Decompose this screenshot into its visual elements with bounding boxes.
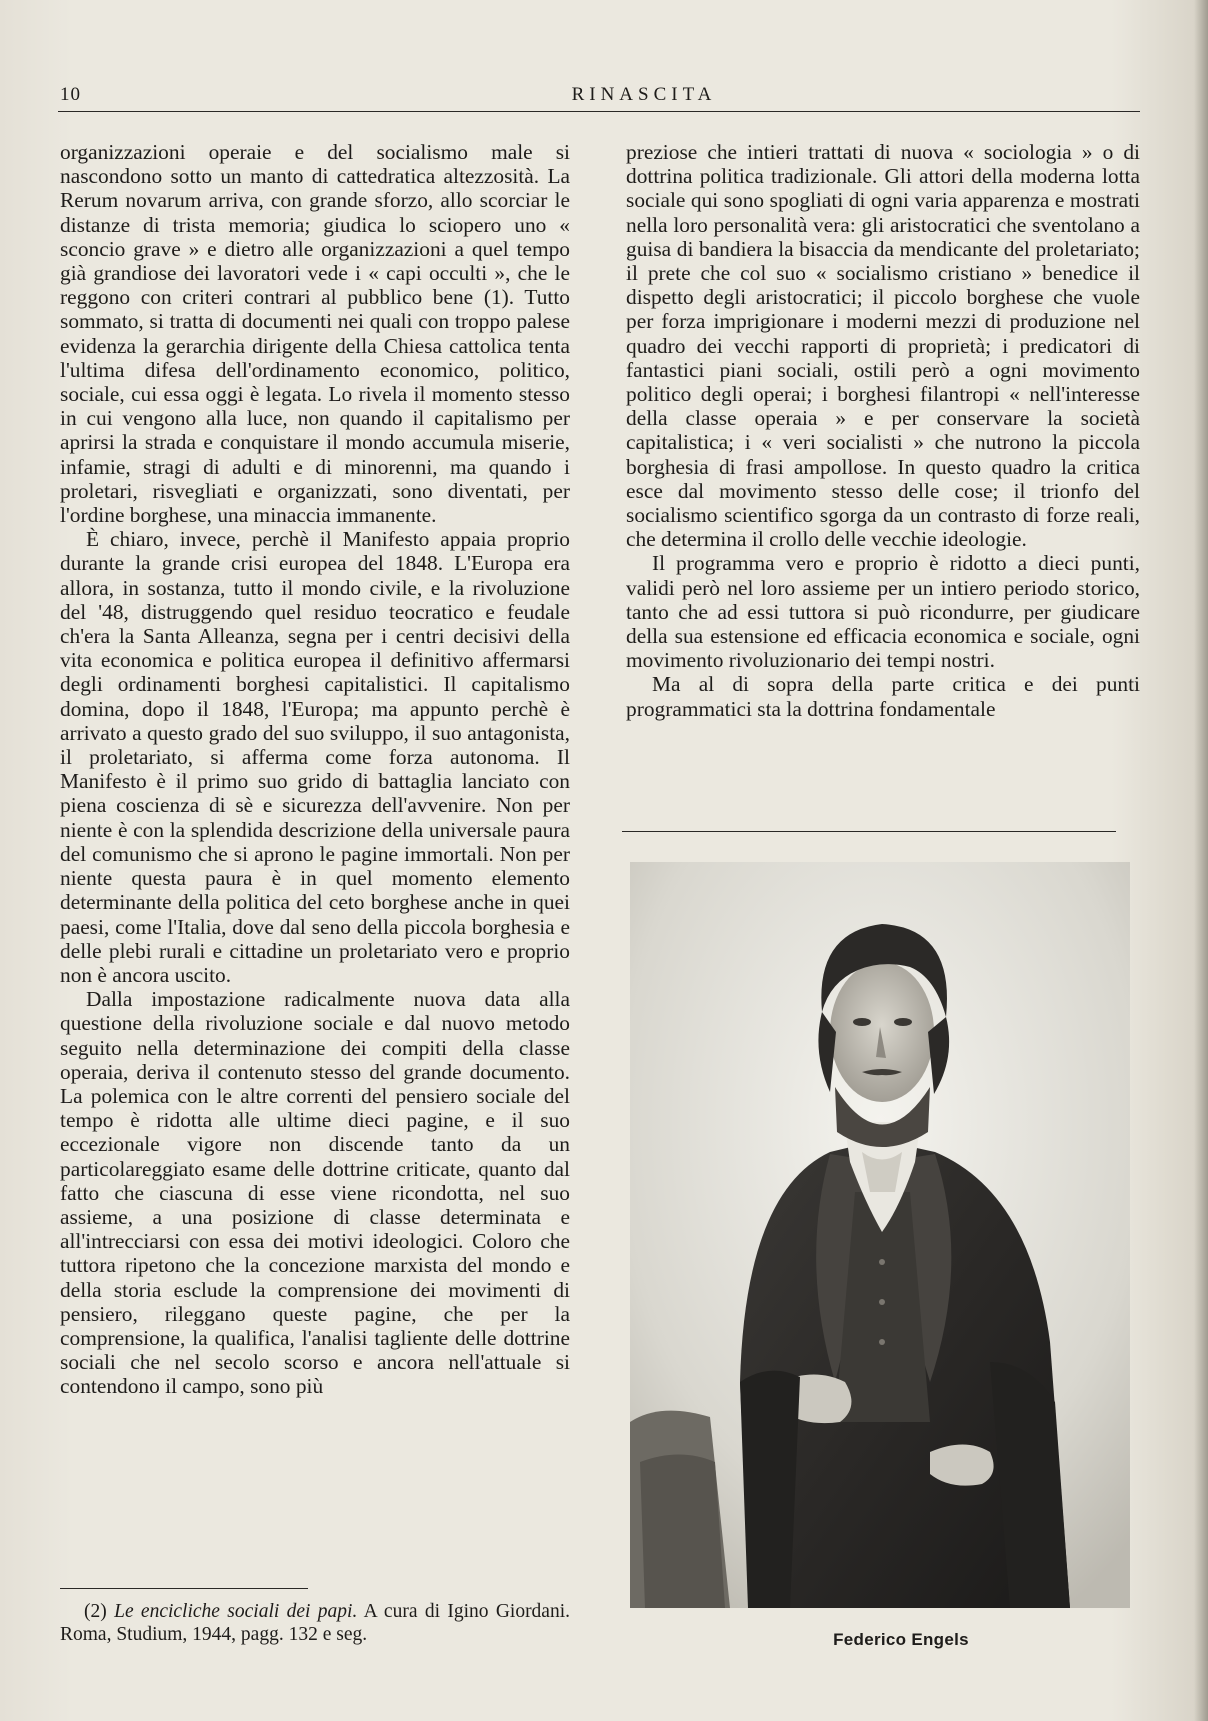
right-paragraph-2: Il programma vero e proprio è ridotto a dieci punti, validi però nel loro assieme per un intiero periodo storico, tanto che ad essi tuttora si può ricondurre, per giudicare della sua estensione ed efficacia economica e sociale, ogni movimento rivoluzionario dei tempi nostri. <box>626 551 1140 673</box>
header-rule <box>58 111 1140 112</box>
figure-rule <box>622 831 1116 832</box>
portrait-illustration <box>630 862 1130 1608</box>
footnote-rule <box>60 1588 308 1589</box>
left-paragraph-2: È chiaro, invece, perchè il Manifesto appaia proprio durante la grande crisi europea del 1848. L'Europa era allora, in sostanza, tutto il mondo civile, e la rivoluzione del '48, distruggendo quel residuo teocratico e feudale ch'era la Santa Alleanza, segna per i centri decisivi della vita economica e politica europea il definitivo affermarsi degli ordinamenti borghesi capitalistici. Il capitalismo domina, dopo il 1848, l'Europa; ma appunto perchè è arrivato a questo grado del suo sviluppo, il suo antagonista, il proletariato, si afferma come forza autonoma. Il Manifesto è il primo suo grido di battaglia lanciato con piena coscienza di sè e sicurezza dell'avvenire. Non per niente è con la splendida descrizione della universale paura del comunismo che si aprono le pagine immortali. Non per niente questa paura è in quel momento elemento determinante della politica del ceto borghese anche in quei paesi, come l'Italia, dove dal seno della piccola borghesia e delle plebi rurali e cittadine un proletariato vero e proprio non è ancora uscito. <box>60 527 570 987</box>
footnote-text: A cura di Igino Giordani. Roma, Studium, 1944, pagg. 132 e seg. <box>60 1601 571 1645</box>
page-number: 10 <box>60 84 81 105</box>
page-spine-shadow <box>1194 0 1208 1721</box>
left-column <box>60 140 570 1399</box>
page-header <box>58 84 1140 114</box>
right-column <box>626 140 1140 721</box>
running-title: RINASCITA <box>571 84 717 105</box>
left-paragraph-1: organizzazioni operaie e del socialismo male si nascondono sotto un manto di cattedratica altezzosità. La Rerum novarum arriva, con grande sforzo, allo scorciar le distanze di trista memoria; giudica lo sciopero uno « sconcio grave » e dietro alle organizzazioni a quel tempo già grandiose dei lavoratori vede i « capi occulti », che le reggono con criteri contrari al pubblico bene (1). Tutto sommato, si tratta di documenti nei quali con troppo palese evidenza la gerarchia dirigente della Chiesa cattolica tenta l'ultima difesa dell'ordinamento economico, politico, sociale, cui essa oggi è legata. Lo rivela il momento stesso in cui vengono alla luce, non quando il capitalismo per aprirsi la strada e conquistare il mondo accumula miserie, infamie, stragi di adulti e di minorenni, ma quando i proletari, risvegliati e organizzati, sono diventati, per l'ordine borghese, una minaccia immanente. <box>60 140 570 528</box>
footnote-marker: (2) <box>84 1601 107 1622</box>
right-paragraph-1: preziose che intieri trattati di nuova « sociologia » o di dottrina politica tradizionale. Gli attori della moderna lotta sociale qui sono spogliati di ogni varia apparenza e mostrati nella loro personalità vera: gli aristocratici che sventolano a guisa di bandiera la bisaccia da mendicante del proletariato; il prete che col suo « socialismo cristiano » benedice il dispetto degli aristocratici; il piccolo borghese che vuole per forza imprigionare i moderni mezzi di produzione nel quadro dei vecchi rapporti di proprietà; i predicatori di fantastici piani sociali, ostili però a ogni movimento politico degli operai; i borghesi filantropi « nell'interesse della classe operaia » e per conservare la società capitalistica; i « veri socialisti » che nutrono la piccola borghesia di frasi ampollose. In questo quadro la critica esce dal movimento stesso delle cose; il trionfo del socialismo scientifico sgorga da un contrasto di forze reali, che determina il crollo delle vecchie ideologie. <box>626 140 1140 552</box>
left-paragraph-3: Dalla impostazione radicalmente nuova data alla questione della rivoluzione sociale e dal nuovo metodo seguito nella determinazione dei compiti della classe operaia, deriva il contenuto stesso del grande documento. La polemica con le altre correnti del pensiero sociale del tempo è ridotta alle ultime dieci pagine, e il suo eccezionale vigore non discende tanto da un particolareggiato esame delle dottrine criticate, quanto dal fatto che ciascuna di esse viene ricondotta, nel suo assieme, a una posizione di classe determinata e all'intrecciarsi con essa dei motivi ideologici. Coloro che tuttora ripetono che la concezione marxista del mondo e della storia esclude la comprensione dei movimenti di pensiero, rileggano queste pagine, che per la comprensione, la qualifica, l'analisi tagliente delle dottrine sociali che nel secolo scorso e ancora nell'attuale si contendono il campo, sono più <box>60 987 570 1399</box>
footnote <box>60 1600 570 1646</box>
engels-portrait <box>630 862 1130 1608</box>
figure-caption: Federico Engels <box>833 1630 969 1649</box>
footnote-title: Le encicliche sociali dei papi. <box>114 1601 358 1622</box>
right-paragraph-3: Ma al di sopra della parte critica e dei punti programmatici sta la dottrina fondamentale <box>626 672 1140 721</box>
